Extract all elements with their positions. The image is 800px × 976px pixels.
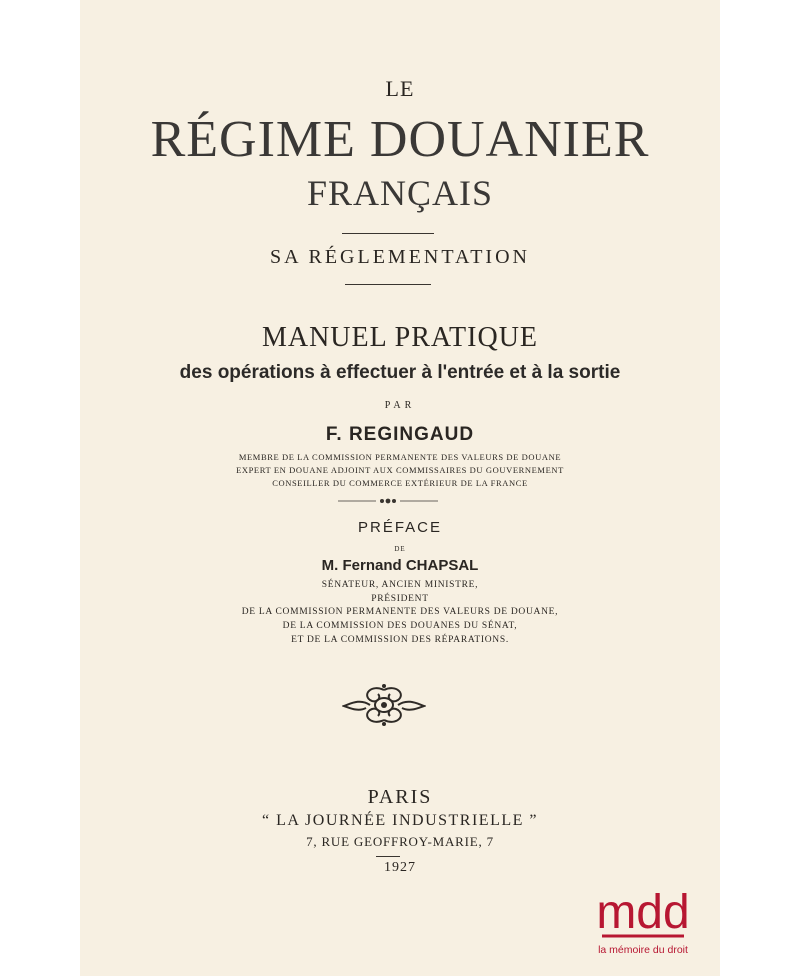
prefacer-title: DE LA COMMISSION PERMANENTE DES VALEURS DE DOUANE, (241, 607, 559, 617)
publisher-name: “ LA JOURNÉE INDUSTRIELLE ” (261, 812, 538, 829)
author-credential: CONSEILLER DU COMMERCE EXTÉRIEUR DE LA FRANCE (272, 478, 528, 488)
divider-rule (376, 856, 400, 857)
floral-ornament (342, 682, 426, 728)
by-label: PAR (384, 400, 416, 411)
subtitle: SA RÉGLEMENTATION (270, 246, 530, 268)
preface-label: PRÉFACE (357, 519, 443, 536)
publication-city: PARIS (367, 786, 433, 808)
prefacer-title: SÉNATEUR, ANCIEN MINISTRE, (321, 580, 479, 590)
small-ornament-divider (338, 495, 438, 507)
manual-title: MANUEL PRATIQUE (261, 322, 539, 353)
publisher-address: 7, RUE GEOFFROY-MARIE, 7 (306, 834, 494, 849)
author-name: F. REGINGAUD (325, 424, 475, 445)
author-credential: MEMBRE DE LA COMMISSION PERMANENTE DES VALEURS DE DOUANE (238, 452, 562, 462)
prefacer-name: M. Fernand CHAPSAL (321, 557, 479, 574)
article-le: LE (385, 76, 415, 101)
prefacer-title: DE LA COMMISSION DES DOUANES DU SÉNAT, (282, 621, 518, 631)
prefacer-title: PRÉSIDENT (371, 594, 429, 604)
mdd-logo-mark (578, 884, 708, 944)
preface-by-label: DE (394, 545, 406, 553)
divider-rule (342, 233, 434, 234)
manual-description: des opérations à effectuer à l'entrée et à la sortie (179, 362, 621, 383)
mdd-tagline: la mémoire du droit (598, 944, 688, 956)
divider-rule (345, 284, 431, 285)
mdd-logo-letters: mdd (596, 886, 690, 939)
publication-year: 1927 (384, 860, 416, 875)
title-page (80, 0, 720, 976)
mdd-logo (578, 884, 708, 964)
main-title: RÉGIME DOUANIER (150, 111, 650, 168)
main-title-francais: FRANÇAIS (306, 173, 494, 213)
author-credential: EXPERT EN DOUANE ADJOINT AUX COMMISSAIRES DU GOUVERNEMENT (236, 465, 564, 475)
prefacer-title: ET DE LA COMMISSION DES RÉPARATIONS. (291, 635, 509, 645)
